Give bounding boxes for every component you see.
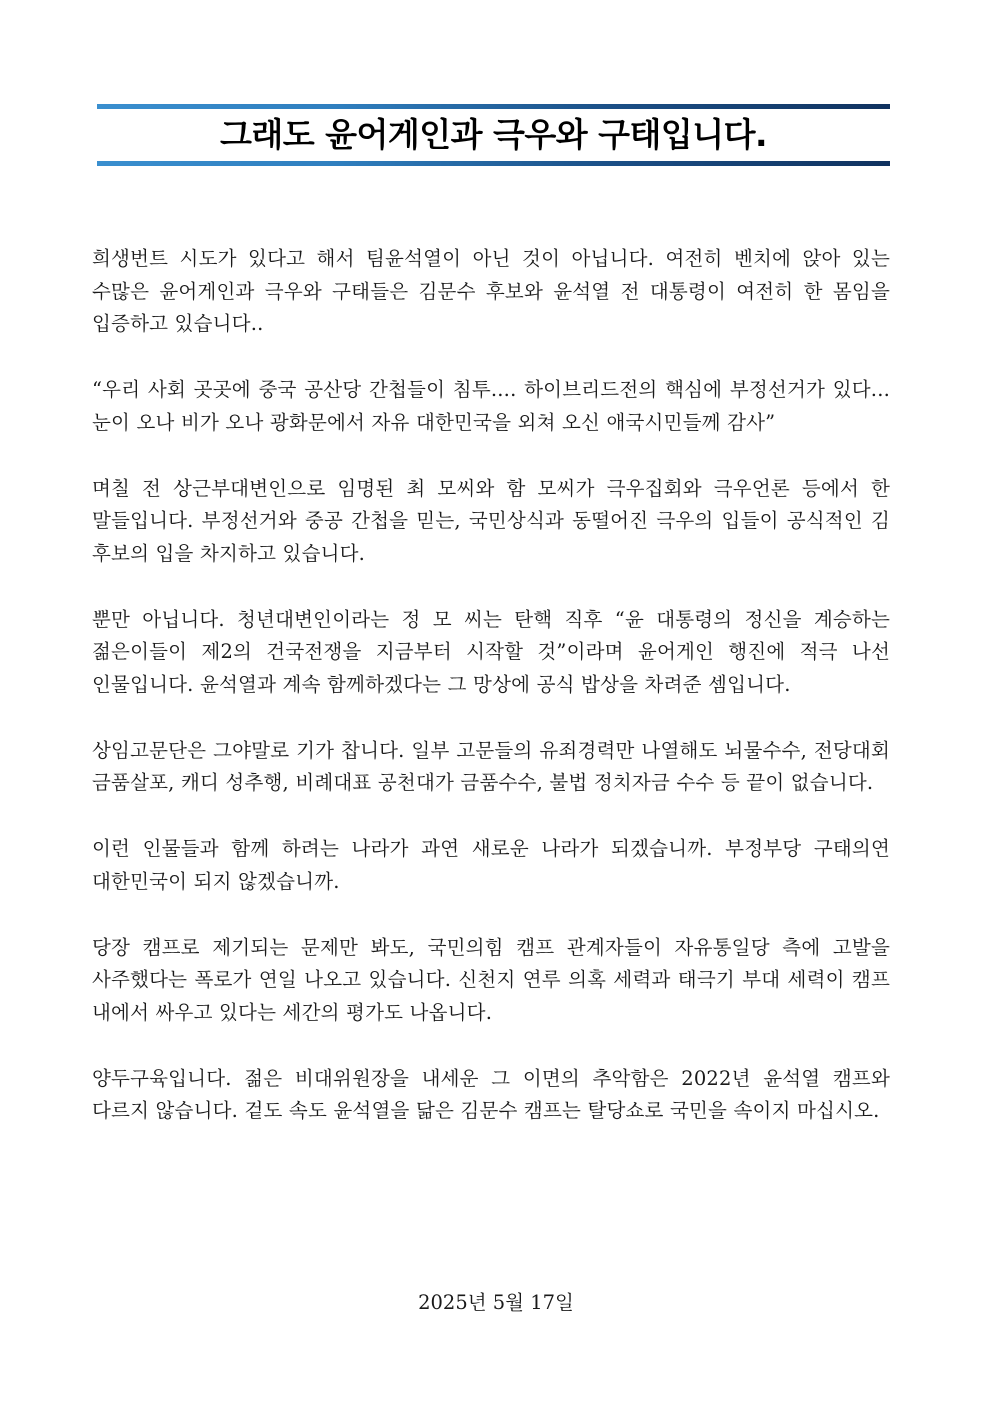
- paragraph-5: 상임고문단은 그야말로 기가 찹니다. 일부 고문들의 유죄경력만 나열해도 뇌물수수, 전당대회 금품살포, 캐디 성추행, 비례대표 공천대가 금품수수, 불법 정치자금 수수 등 끝이 없습니다.: [92, 738, 890, 795]
- title-bottom-rule: [97, 161, 890, 166]
- title-banner: [97, 104, 890, 168]
- document-title: 그래도 윤어게인과 극우와 구태입니다.: [219, 115, 768, 154]
- paragraph-7: 당장 캠프로 제기되는 문제만 봐도, 국민의힘 캠프 관계자들이 자유통일당 측에 고발을 사주했다는 폭로가 연일 나오고 있습니다. 신천지 연루 의혹 세력과 태극기 부대 세력이 캠프 내에서 싸우고 있다는 세간의 평가도 나옵니다.: [92, 935, 890, 1024]
- paragraph-8: 양두구육입니다. 젊은 비대위원장을 내세운 그 이면의 추악함은 2022년 윤석열 캠프와 다르지 않습니다. 겉도 속도 윤석열을 닮은 김문수 캠프는 탈당쇼로 국민을 속이지 마십시오.: [92, 1066, 890, 1123]
- paragraph-6: 이런 인물들과 함께 하려는 나라가 과연 새로운 나라가 되겠습니까. 부정부당 구태의연 대한민국이 되지 않겠습니까.: [92, 837, 890, 893]
- document-date: 2025년 5월 17일: [418, 1291, 574, 1314]
- title-top-rule: [97, 104, 890, 109]
- paragraph-4: 뿐만 아닙니다. 청년대변인이라는 정 모 씨는 탄핵 직후 “윤 대통령의 정신을 계승하는 젊은이들이 제2의 건국전쟁을 지금부터 시작할 것”이라며 윤어게인 행진에 적극 나선 인물입니다. 윤석열과 계속 함께하겠다는 그 망상에 공식 밥상을 차려준 셈입니다.: [92, 607, 890, 697]
- paragraph-2-quote: “우리 사회 곳곳에 중국 공산당 간첩들이 침투.... 하이브리드전의 핵심에 부정선거가 있다... 눈이 오나 비가 오나 광화문에서 자유 대한민국을 외쳐 오신 애국시민들께 감사”: [92, 378, 890, 434]
- paragraph-1: 희생번트 시도가 있다고 해서 팀윤석열이 아닌 것이 아닙니다. 여전히 벤치에 앉아 있는 수많은 윤어게인과 극우와 구태들은 김문수 후보와 윤석열 전 대통령이 여전히 한 몸임을 입증하고 있습니다..: [92, 247, 890, 336]
- paragraph-3: 며칠 전 상근부대변인으로 임명된 최 모씨와 함 모씨가 극우집회와 극우언론 등에서 한 말들입니다. 부정선거와 중공 간첩을 믿는, 국민상식과 동떨어진 극우의 입들이 공식적인 김 후보의 입을 차지하고 있습니다.: [92, 476, 890, 565]
- document-body: [92, 243, 890, 1161]
